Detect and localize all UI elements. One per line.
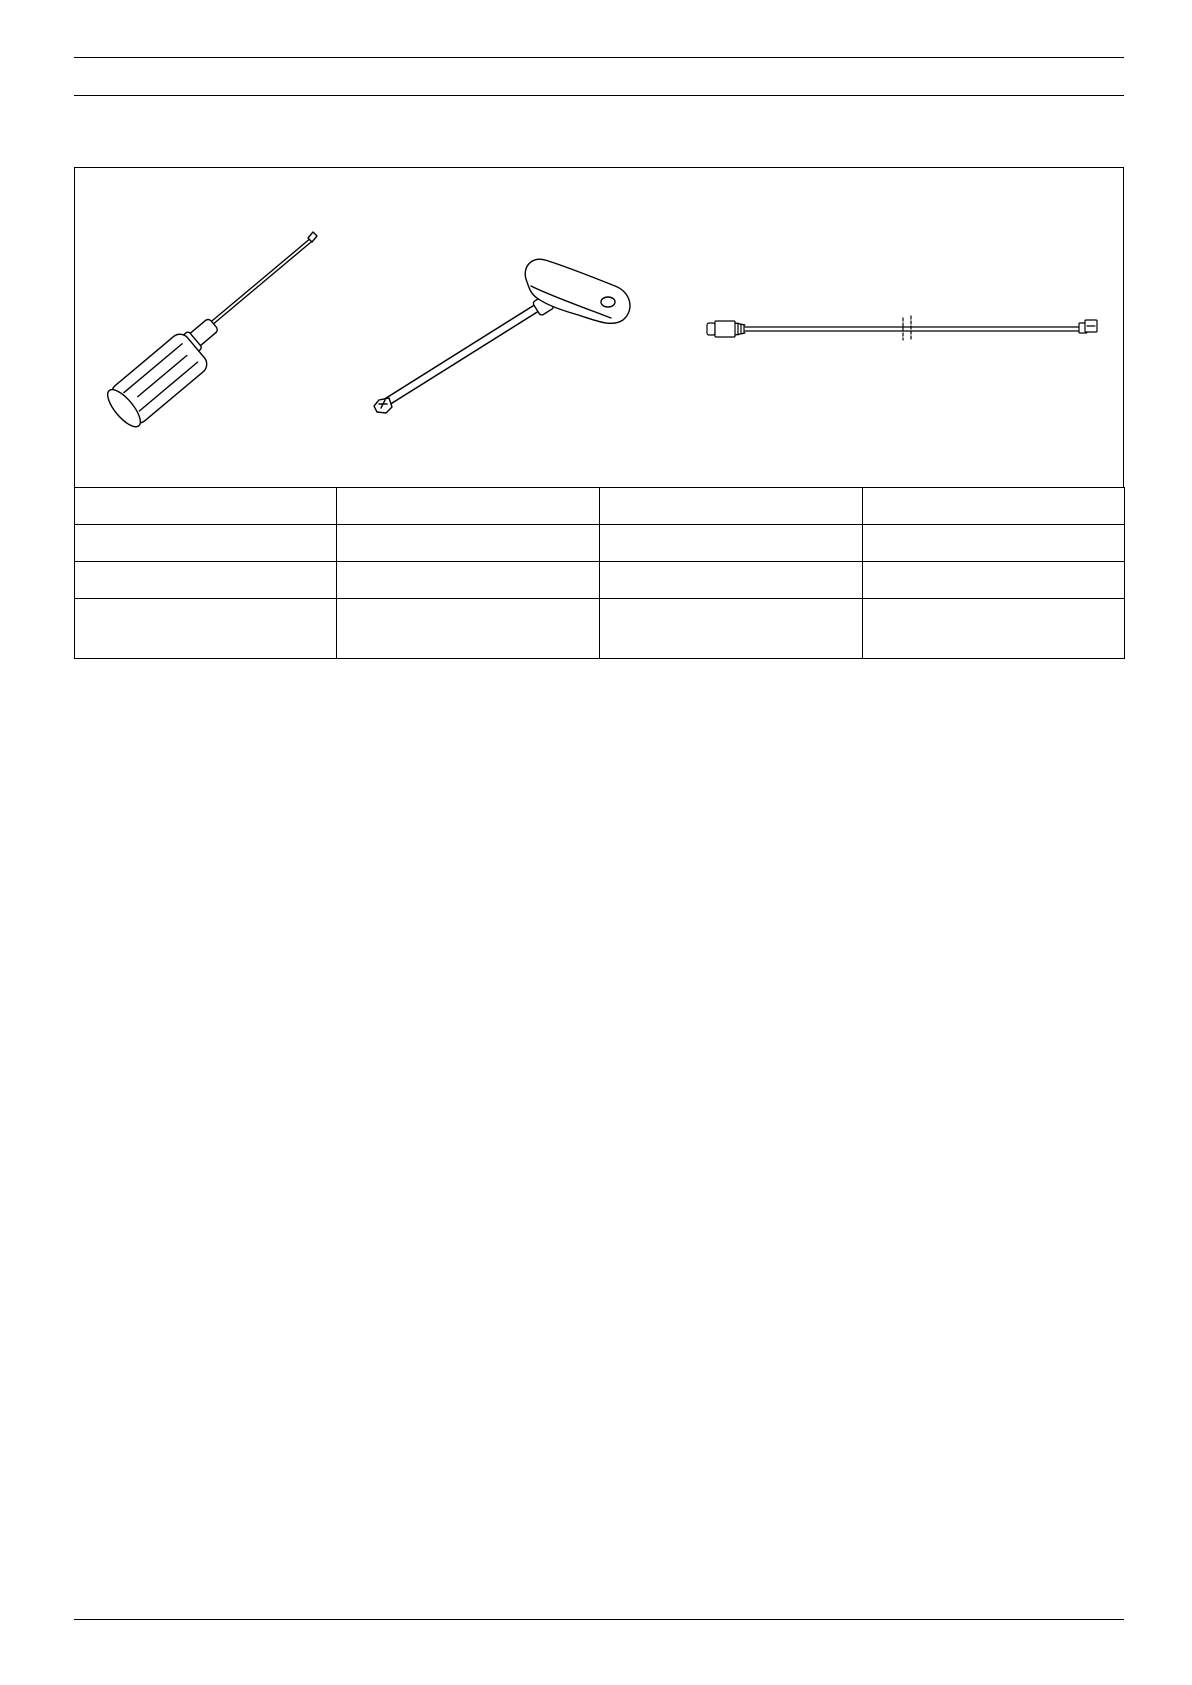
table-cell xyxy=(600,562,863,599)
table-cell xyxy=(75,599,337,659)
table-cell xyxy=(600,599,863,659)
tools-illustration xyxy=(75,168,1123,488)
table-cell xyxy=(863,599,1125,659)
tools-spec-table xyxy=(74,487,1125,659)
table-cell xyxy=(863,525,1125,562)
table-cell xyxy=(600,488,863,525)
table-cell xyxy=(75,488,337,525)
connector-cable-icon xyxy=(707,316,1097,340)
header-rule-bottom xyxy=(74,95,1124,96)
table-cell xyxy=(600,525,863,562)
table-cell xyxy=(337,599,600,659)
table-row xyxy=(75,525,1125,562)
table-cell xyxy=(75,525,337,562)
table-row xyxy=(75,488,1125,525)
flat-screwdriver-icon xyxy=(102,232,317,432)
footer-rule xyxy=(74,1619,1124,1620)
table-cell xyxy=(337,562,600,599)
table-row xyxy=(75,562,1125,599)
table-cell xyxy=(75,562,337,599)
t-handle-torx-key-icon xyxy=(374,259,630,413)
table-row xyxy=(75,599,1125,659)
table-cell xyxy=(863,562,1125,599)
table-cell xyxy=(337,525,600,562)
header-rule-top xyxy=(74,57,1124,58)
table-cell xyxy=(337,488,600,525)
tools-illustration-panel xyxy=(74,167,1124,488)
table-cell xyxy=(863,488,1125,525)
